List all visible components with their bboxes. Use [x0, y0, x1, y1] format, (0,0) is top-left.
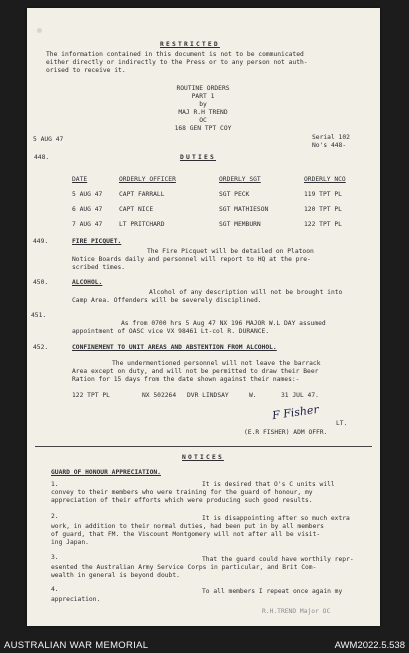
- col-orderly-sgt: ORDERLY SGT: [219, 176, 261, 183]
- closing-signature: R.H.TREND Major OC: [262, 608, 331, 615]
- confined-name: DVR LINDSAY: [187, 392, 229, 399]
- title-line-5: OC: [199, 117, 207, 124]
- section-number-450: 450.: [33, 279, 49, 286]
- col-orderly-nco: ORDERLY NCO: [304, 176, 346, 183]
- confinement-line: Ration for 15 days from the date shown against their names:-: [72, 376, 300, 383]
- punch-hole: [37, 28, 42, 33]
- footer-accession-number: AWM2022.5.538: [334, 640, 405, 651]
- notices-heading: NOTICES: [182, 454, 224, 461]
- order-numbers: No's 448-: [312, 142, 347, 149]
- caution-line-2: either directly or indirectly to the Press or to any person not auth-: [46, 59, 308, 66]
- title-line-2: PART 1: [191, 93, 215, 100]
- fire-picquet-line: Notice Boards daily and personnel will report to HQ at the pre-: [72, 256, 311, 263]
- col-date: DATE: [72, 176, 88, 183]
- duty-cell: SGT MEMBURN: [219, 221, 261, 228]
- title-line-4: MAJ R.H TREND: [178, 109, 228, 116]
- confined-date: 31 JUL 47.: [281, 392, 319, 399]
- duty-cell: 5 AUG 47: [72, 191, 103, 198]
- notice-line: To all members I repeat once again my: [202, 588, 343, 595]
- confinement-line: Area except on duty, and will not be permitted to draw their Beer: [72, 368, 319, 375]
- divider-line: [35, 446, 372, 447]
- duty-cell: 7 AUG 47: [72, 221, 103, 228]
- appointment-line: appointment of OASC vice VX 98461 Lt-col R. DURANCE.: [72, 328, 270, 335]
- section-number-451: 451.: [31, 312, 47, 319]
- notice-line: It is disappointing after so much extra: [202, 515, 350, 522]
- alcohol-heading: ALCOHOL.: [72, 279, 103, 286]
- duty-cell: 119 TPT PL: [304, 191, 342, 198]
- alcohol-line: Alcohol of any description will not be brought into: [149, 289, 343, 296]
- archive-footer: [0, 631, 409, 653]
- notice-line: of guard, that FM. the Viscount Montgomery will not after all be visit-: [51, 531, 321, 538]
- section-number-449: 449.: [33, 238, 49, 245]
- serial-number: Serial 102: [312, 134, 350, 141]
- confined-initial: W.: [249, 392, 257, 399]
- guard-honour-heading: GUARD OF HONOUR APPRECIATION.: [51, 469, 161, 476]
- duty-cell: 122 TPT PL: [304, 221, 342, 228]
- col-orderly-officer: ORDERLY OFFICER: [119, 176, 176, 183]
- confinement-heading: CONFINEMENT TO UNIT AREAS AND ABSTENTION FROM ALCOHOL.: [72, 344, 277, 351]
- handwritten-signature: F Fisher: [271, 402, 320, 423]
- notice-line: work, in addition to their normal duties, had been put in by all members: [51, 523, 324, 530]
- duty-cell: CAPT NICE: [119, 206, 154, 213]
- fire-picquet-line: The Fire Picquet will be detailed on Platoon: [147, 248, 314, 255]
- section-number-448: 448.: [34, 154, 50, 161]
- section-number-452: 452.: [33, 344, 49, 351]
- notice-number: 4.: [51, 586, 59, 593]
- notice-line: convey to their members who were training for the guard of honour, my: [51, 489, 313, 496]
- fire-picquet-heading: FIRE PICQUET.: [72, 238, 122, 245]
- appointment-line: As from 0700 hrs 5 Aug 47 NX 196 MAJOR W.L DAY assumed: [121, 320, 326, 327]
- footer-institution: AUSTRALIAN WAR MEMORIAL: [4, 640, 149, 651]
- caution-line-3: orised to receive it.: [46, 67, 126, 74]
- document-page: [27, 8, 380, 626]
- duty-cell: 6 AUG 47: [72, 206, 103, 213]
- duty-cell: 120 TPT PL: [304, 206, 342, 213]
- notice-line: ing Japan.: [51, 539, 89, 546]
- fire-picquet-line: scribed times.: [72, 264, 126, 271]
- order-date: 5 AUG 47: [33, 136, 64, 143]
- duty-cell: SGT PECK: [219, 191, 250, 198]
- classification-heading: RESTRICTED: [160, 41, 220, 48]
- signature-rank: LT.: [336, 420, 348, 427]
- duty-cell: LT PRITCHARD: [119, 221, 165, 228]
- title-line-1: ROUTINE ORDERS: [176, 85, 230, 92]
- signature-name: (E.R FISHER) ADM OFFR.: [244, 429, 328, 436]
- title-line-3: by: [199, 101, 207, 108]
- duty-cell: CAPT FARRALL: [119, 191, 165, 198]
- notice-line: appreciation.: [51, 596, 101, 603]
- alcohol-line: Camp Area. Offenders will be severely disciplined.: [72, 297, 262, 304]
- confined-number: NX 502264: [142, 392, 177, 399]
- duty-cell: SGT MATHIESON: [219, 206, 269, 213]
- notice-line: It is desired that O's C units will: [202, 481, 335, 488]
- title-line-6: 168 GEN TPT COY: [174, 125, 232, 132]
- notice-number: 2.: [51, 513, 59, 520]
- notice-number: 1.: [51, 481, 59, 488]
- notice-number: 3.: [51, 554, 59, 561]
- notice-line: esented the Australian Army Service Corps in particular, and Brit Com-: [51, 564, 317, 571]
- confinement-line: The undermentioned personnel will not leave the barrack: [112, 360, 321, 367]
- notice-line: appreciation of their efforts which were producing such good results.: [51, 497, 313, 504]
- notice-line: That the guard could have worthily repr-: [202, 556, 354, 563]
- confined-platoon: 122 TPT PL: [72, 392, 110, 399]
- notice-line: wealth in general is beyond doubt.: [51, 572, 180, 579]
- duties-heading: DUTIES: [180, 154, 216, 161]
- caution-line-1: The information contained in this document is not to be communicated: [46, 51, 304, 58]
